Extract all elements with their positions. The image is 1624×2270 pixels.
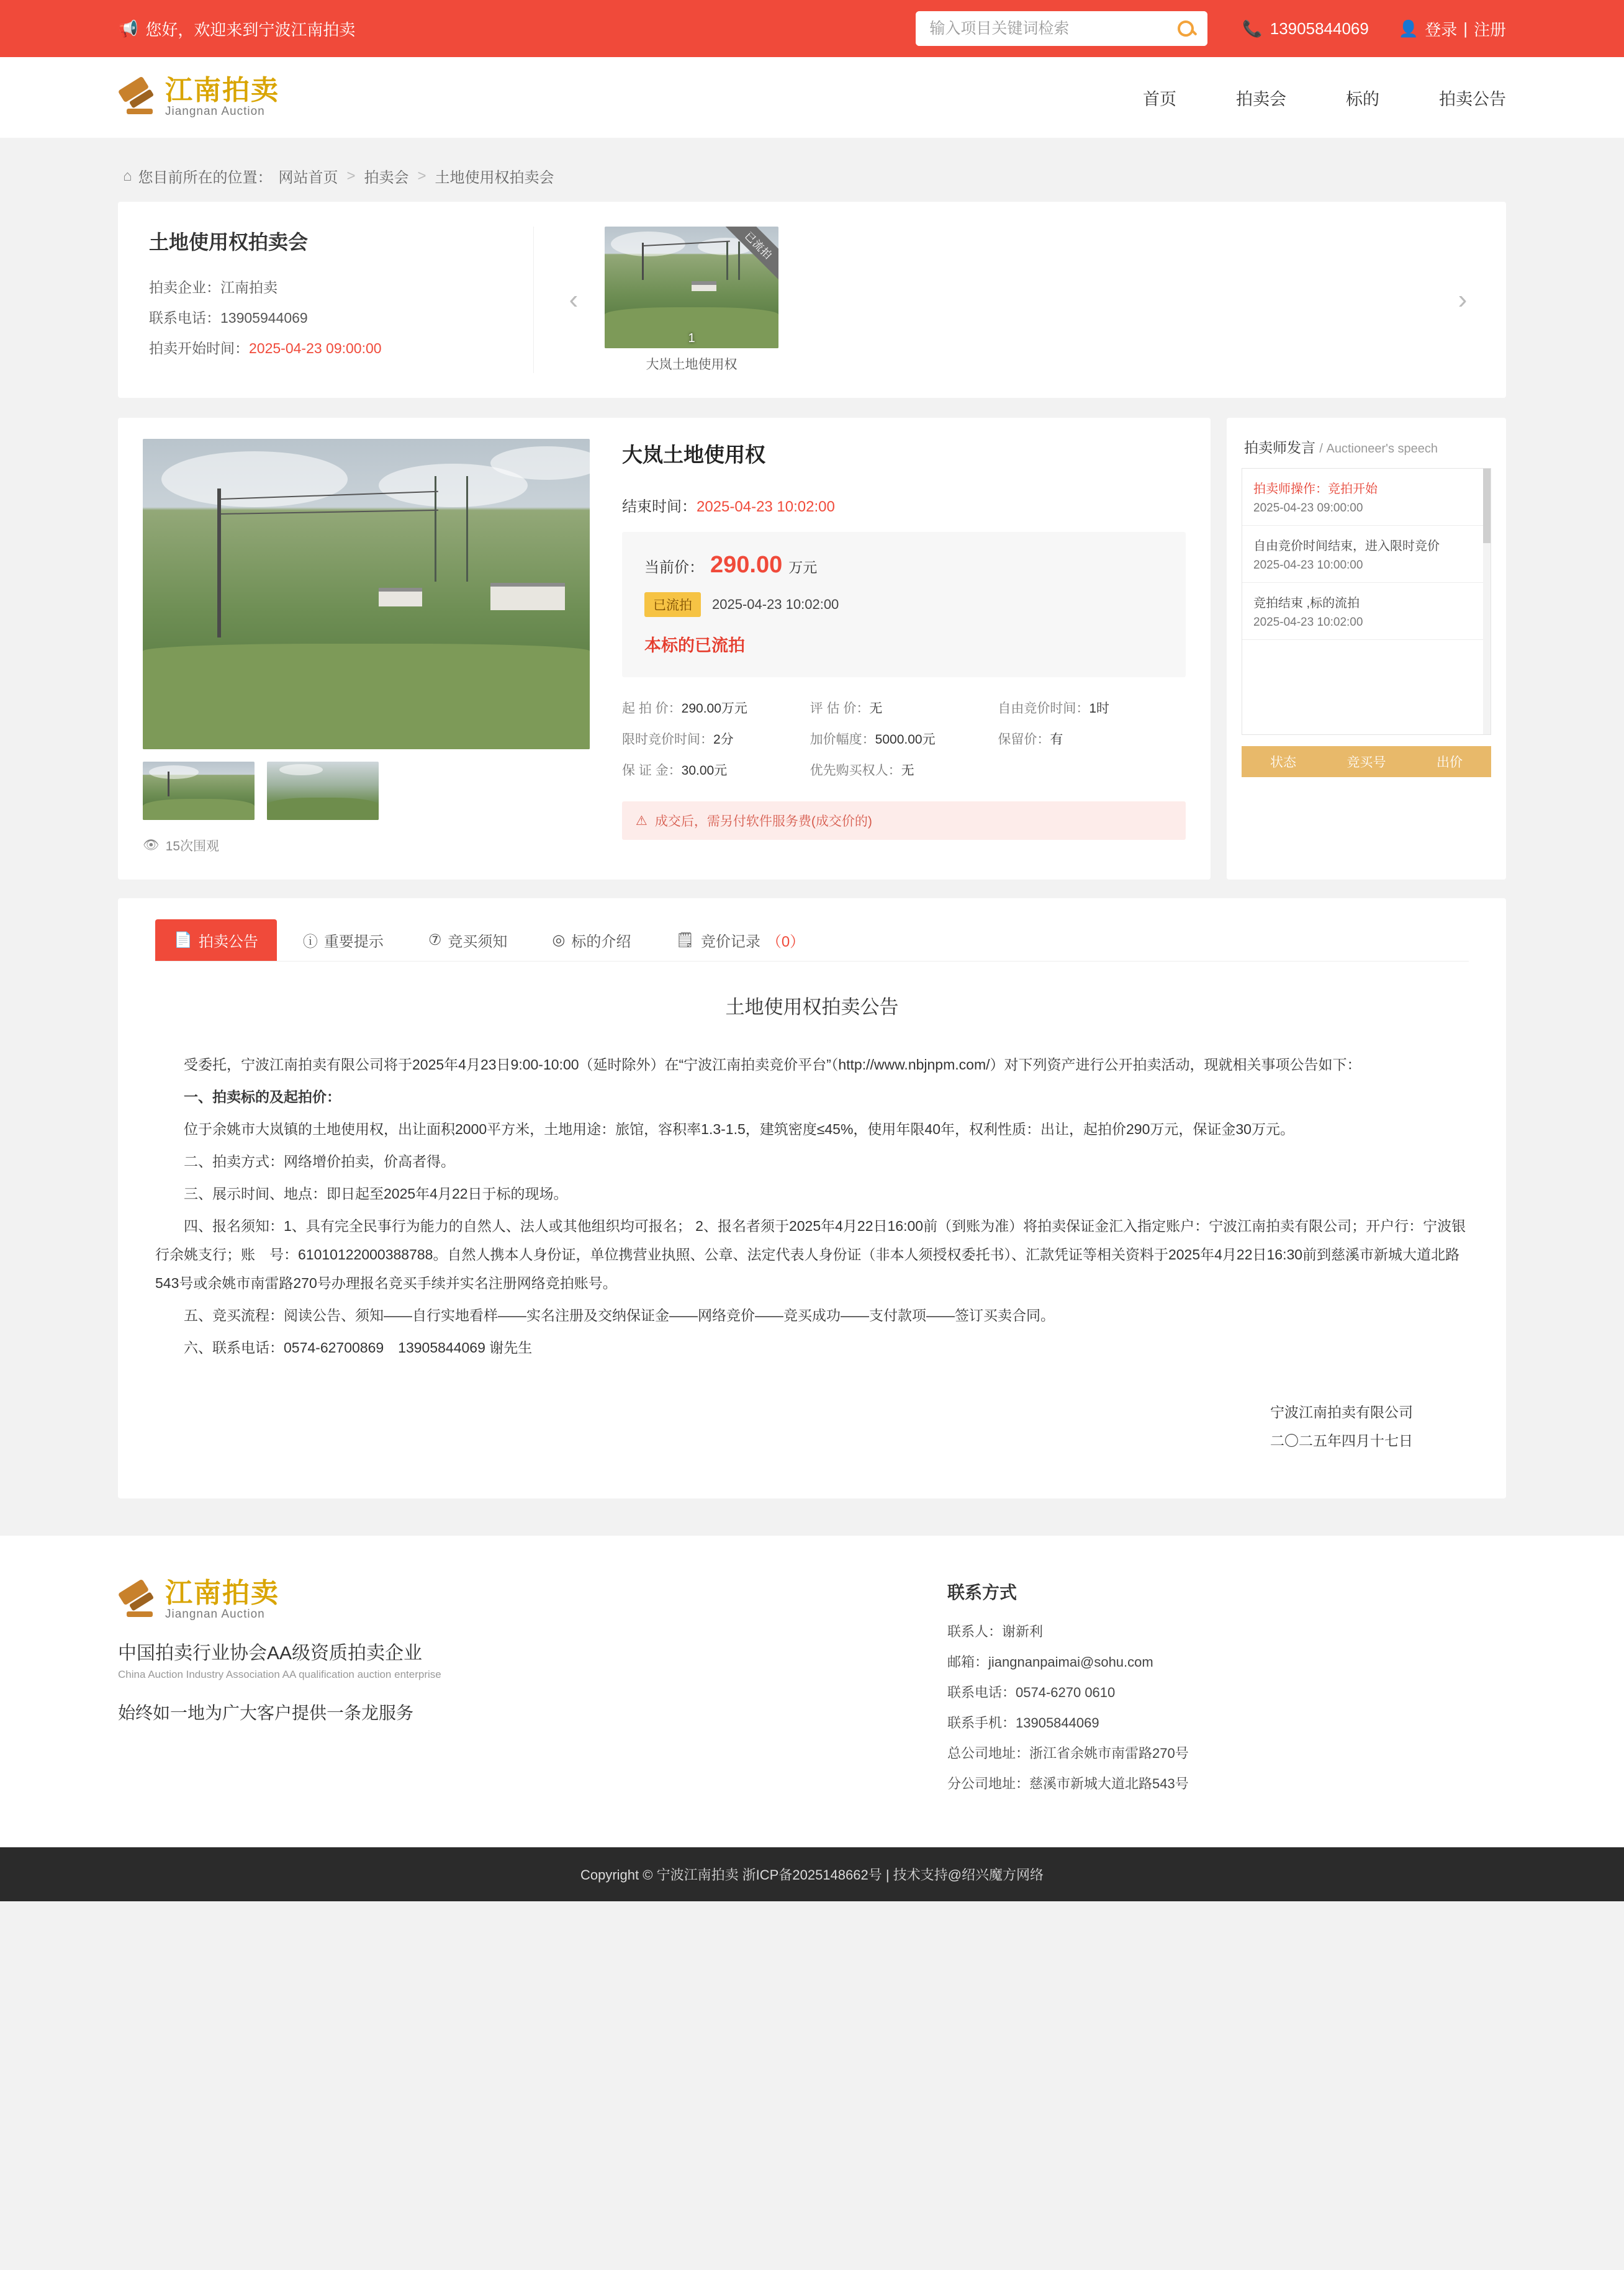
speech-scrollbar[interactable] — [1483, 469, 1491, 734]
site-header — [0, 57, 1624, 138]
announcement-paragraph: 六、联系电话：0574-62700869 13905844069 谢先生 — [184, 1340, 533, 1356]
fee-note-text: 成交后，需另付软件服务费(成交价的) — [654, 814, 872, 829]
announcement-paragraph: 三、展示时间、地点：即日起至2025年4月22日于标的现场。 — [184, 1186, 568, 1202]
lot-title: 大岚土地使用权 — [622, 443, 765, 466]
speech-title-en: / Auctioneer's speech — [1319, 442, 1438, 456]
tab-label: 重要提示 — [323, 934, 384, 950]
auction-company-value: 江南拍卖 — [220, 279, 277, 295]
footer-contact — [947, 1579, 1506, 1804]
speech-item — [1242, 583, 1491, 640]
lot-thumb-number: 1 — [688, 331, 695, 345]
tab-label: 竞买须知 — [448, 934, 508, 950]
footer-qualification-en: China Auction Industry Association AA qualification auction enterprise — [118, 1669, 441, 1681]
speech-item-line1: 竞拍结束 ,标的流拍 — [1253, 597, 1360, 610]
spec-item — [998, 760, 1186, 779]
tab-bidder-instructions[interactable] — [410, 919, 526, 961]
user-icon: 👤 — [1398, 19, 1419, 38]
login-link[interactable]: 登录 — [1425, 20, 1458, 39]
tab-label: 竞价记录 — [700, 934, 760, 950]
search-button[interactable] — [1163, 11, 1207, 46]
lot-result-text: 本标的已流拍 — [644, 636, 745, 655]
nav-item-lots[interactable]: 标的 — [1346, 89, 1379, 109]
breadcrumb-separator: > — [346, 167, 356, 184]
spec-item — [622, 729, 810, 748]
gavel-icon — [118, 80, 156, 115]
speech-title — [1242, 434, 1491, 468]
lot-end-time-value: 2025-04-23 10:02:00 — [697, 498, 835, 515]
spec-key: 保留价： — [998, 732, 1050, 747]
breadcrumb-item-home[interactable]: 网站首页 — [278, 169, 338, 186]
spec-key: 加价幅度： — [810, 732, 875, 747]
lot-thumbnail-row — [143, 762, 590, 820]
bid-col-price: 出价 — [1437, 755, 1463, 770]
speech-list[interactable] — [1242, 468, 1491, 735]
auction-start-label: 拍卖开始时间： — [149, 340, 249, 356]
carousel-next-button[interactable]: › — [1458, 284, 1468, 315]
nav-item-home[interactable]: 首页 — [1143, 89, 1176, 109]
fee-note — [622, 801, 1186, 840]
auction-phone-row — [149, 307, 508, 327]
info-icon: ⓘ — [302, 934, 318, 950]
lot-end-time-label: 结束时间： — [622, 498, 697, 515]
spec-value: 2分 — [713, 732, 734, 747]
footer-head-office-address: 总公司地址：浙江省余姚市南雷路270号 — [947, 1745, 1189, 1761]
footer-contact-phone: 联系电话：0574-6270 0610 — [947, 1685, 1116, 1700]
spec-item — [810, 729, 998, 748]
signature-date: 二〇二五年四月十七日 — [1270, 1433, 1413, 1449]
announcement-signature — [155, 1398, 1469, 1455]
breadcrumb-item-current: 土地使用权拍卖会 — [435, 169, 554, 186]
auction-title: 土地使用权拍卖会 — [149, 231, 309, 253]
view-count: 15次围观 — [165, 839, 220, 854]
footer-branch-address: 分公司地址：慈溪市新城大道北路543号 — [947, 1776, 1189, 1791]
spec-value: 1时 — [1089, 701, 1110, 716]
footer-contact-person: 联系人：谢新利 — [947, 1624, 1044, 1639]
footer-contact-email: 邮箱：jiangnanpaimai@sohu.com — [947, 1654, 1153, 1670]
lot-carousel — [534, 227, 1475, 373]
lot-end-time-row — [622, 494, 1186, 516]
speech-item-highlight: 竞拍开始 — [1328, 482, 1378, 496]
bid-col-status: 状态 — [1270, 755, 1296, 770]
current-price-label: 当前价： — [644, 559, 704, 576]
spec-item — [810, 698, 998, 717]
speech-item-line1: 自由竞价时间结束，进入限时竞价 — [1253, 539, 1440, 553]
announcement-paragraph: 一、拍卖标的及起拍价： — [184, 1089, 341, 1105]
status-badge: 已流拍 — [644, 592, 701, 617]
lot-specs — [622, 698, 1186, 779]
spec-item — [622, 698, 810, 717]
breadcrumb-item-auctions[interactable]: 拍卖会 — [364, 169, 409, 186]
status-time: 2025-04-23 10:02:00 — [712, 597, 839, 612]
auction-phone-label: 联系电话： — [149, 310, 220, 326]
spec-item — [810, 760, 998, 779]
tab-bid-records[interactable] — [657, 919, 823, 961]
tab-lot-introduction[interactable] — [533, 919, 649, 961]
lot-thumb-list — [586, 227, 1450, 373]
lot-thumb-image[interactable] — [605, 227, 778, 348]
account-divider: | — [1463, 19, 1468, 38]
welcome-area — [118, 17, 355, 40]
lot-detail-row — [118, 418, 1506, 880]
spec-key: 优先购买权人： — [810, 763, 901, 778]
spec-value: 无 — [901, 763, 914, 778]
current-price-row — [644, 552, 1163, 579]
site-footer — [0, 1536, 1624, 1847]
spec-item — [998, 698, 1186, 717]
speech-item-time: 2025-04-23 10:00:00 — [1253, 559, 1363, 572]
tab-important-notice[interactable] — [284, 919, 402, 961]
spec-key: 保 证 金： — [622, 763, 682, 778]
lot-price-box — [622, 532, 1186, 677]
bid-table-header — [1242, 746, 1491, 777]
lot-thumb-item[interactable] — [605, 227, 778, 373]
signature-company: 宁波江南拍卖有限公司 — [1270, 1404, 1413, 1420]
auction-start-value: 2025-04-23 09:00:00 — [249, 340, 382, 356]
auction-summary-panel — [118, 202, 1506, 398]
nav-item-auctions[interactable]: 拍卖会 — [1236, 89, 1286, 109]
spec-key: 自由竞价时间： — [998, 701, 1089, 716]
carousel-prev-button[interactable]: ‹ — [569, 284, 579, 315]
search-icon — [1178, 20, 1194, 37]
gavel-icon — [118, 1583, 156, 1618]
breadcrumb-separator: > — [417, 167, 426, 184]
footer-logo-en: Jiangnan Auction — [165, 1608, 265, 1621]
spec-value: 5000.00元 — [875, 732, 936, 747]
footer-left — [118, 1579, 677, 1804]
target-icon: ◎ — [552, 932, 566, 948]
warning-icon: ⚠ — [636, 813, 647, 828]
bid-col-bidder: 竞买号 — [1347, 755, 1386, 770]
register-link[interactable]: 注册 — [1473, 20, 1506, 39]
tab-count: （0） — [766, 934, 805, 950]
footer-contact-title: 联系方式 — [947, 1583, 1017, 1602]
search-input[interactable] — [916, 11, 1163, 46]
auction-start-row — [149, 337, 508, 358]
lot-thumbnail-2[interactable] — [267, 762, 379, 820]
announcement-title: 土地使用权拍卖公告 — [725, 996, 899, 1018]
auction-company-row — [149, 276, 508, 297]
speech-item-line1 — [1253, 479, 1479, 497]
speech-item-prefix: 拍卖师操作： — [1253, 482, 1328, 496]
tab-label: 标的介绍 — [571, 934, 631, 950]
spec-value: 30.00元 — [681, 763, 728, 778]
welcome-text: 您好，欢迎来到宁波江南拍卖 — [145, 20, 356, 39]
list-icon: 🗒 — [675, 932, 695, 948]
lot-main-image[interactable] — [143, 439, 590, 749]
announcement-paragraph: 位于余姚市大岚镇的土地使用权，出让面积2000平方米，土地用途：旅馆，容积率1.3-1.5，建筑密度≤45%，使用年限40年，权利性质：出让，起拍价290万元，保证金30万元。 — [184, 1121, 1294, 1137]
auction-phone-value: 13905944069 — [220, 310, 308, 326]
spec-key: 起 拍 价： — [622, 701, 682, 716]
speech-item — [1242, 526, 1491, 583]
spec-value: 无 — [869, 701, 883, 716]
tab-label: 拍卖公告 — [198, 934, 258, 950]
copyright-bar: Copyright © 宁波江南拍卖 浙ICP备2025148662号 | 技术支持@绍兴魔方网络 — [0, 1847, 1624, 1901]
search-box[interactable] — [916, 11, 1207, 46]
tab-bar[interactable] — [155, 919, 1469, 962]
auctioneer-speech-panel — [1227, 418, 1506, 880]
speech-title-cn: 拍卖师发言 — [1244, 439, 1315, 456]
lot-thumbnail-1[interactable] — [143, 762, 255, 820]
top-bar — [0, 0, 1624, 57]
lot-detail-panel — [118, 418, 1211, 880]
question-icon: ⑦ — [428, 932, 442, 948]
tab-announcement[interactable] — [155, 919, 277, 961]
spec-value: 290.00万元 — [681, 701, 747, 716]
site-logo[interactable] — [118, 76, 279, 119]
spec-key: 限时竞价时间： — [622, 732, 713, 747]
lot-status-ribbon: 已流拍 — [722, 227, 778, 282]
breadcrumb — [118, 138, 1506, 202]
spec-value: 有 — [1050, 732, 1063, 747]
nav-item-notices[interactable]: 拍卖公告 — [1439, 89, 1506, 109]
header-phone — [1242, 19, 1368, 38]
spec-item — [998, 729, 1186, 748]
speech-scrollbar-thumb[interactable] — [1483, 469, 1491, 543]
speech-item-time: 2025-04-23 09:00:00 — [1253, 502, 1363, 515]
tabs-panel — [118, 898, 1506, 1498]
phone-icon: 📞 — [1242, 19, 1263, 38]
spec-item — [622, 760, 810, 779]
spec-key: 评 估 价： — [810, 701, 870, 716]
announcement-body — [155, 1050, 1469, 1362]
eye-icon: 👁 — [143, 838, 160, 852]
logo-text-en: Jiangnan Auction — [165, 105, 265, 119]
announcement-paragraph: 二、拍卖方式：网络增价拍卖，价高者得。 — [184, 1153, 455, 1169]
auction-summary-info — [149, 227, 534, 373]
footer-logo[interactable] — [118, 1579, 677, 1621]
speaker-icon: 📢 — [118, 19, 138, 38]
footer-slogan: 始终如一地为广大客户提供一条龙服务 — [118, 1703, 414, 1723]
speech-item-time: 2025-04-23 10:02:00 — [1253, 616, 1363, 629]
auction-company-label: 拍卖企业： — [149, 279, 220, 295]
announcement-paragraph: 四、报名须知：1、具有完全民事行为能力的自然人、法人或其他组织均可报名； 2、报名者须于2025年4月22日16:00前（到账为准）将拍卖保证金汇入指定账户：宁波江南拍卖有限公司；开户行：宁波银行余姚支行；账 号：61010122000388788。自然人携本人身份证，单位携营业执照、公章、法定代表人身份证（非本人须授权委托书）、汇款凭证等相关资料于2025年4月22日16:30前到慈溪市新城大道北路543号或余姚市南雷路270号办理报名竞买手续并实名注册网络竞拍账号。 — [155, 1218, 1466, 1291]
footer-contact-mobile: 联系手机：13905844069 — [947, 1715, 1099, 1731]
phone-number: 13905844069 — [1270, 19, 1369, 38]
account-area[interactable] — [1399, 17, 1506, 40]
breadcrumb-prefix: 您目前所在的位置： — [138, 169, 273, 186]
announcement-paragraph: 受委托，宁波江南拍卖有限公司将于2025年4月23日9:00-10:00（延时除外）在“宁波江南拍卖竞价平台”（http://www.nbjnpm.com/）对下列资产进行公开拍卖活动，现就相关事项公告如下： — [184, 1056, 1361, 1073]
page-content — [118, 138, 1506, 1498]
main-nav[interactable] — [1143, 86, 1506, 110]
footer-logo-cn: 江南拍卖 — [165, 1578, 279, 1608]
view-count-row — [143, 836, 590, 855]
lot-thumb-label: 大岚土地使用权 — [646, 358, 738, 372]
footer-qualification-cn: 中国拍卖行业协会AA级资质拍卖企业 — [118, 1643, 423, 1664]
lot-info — [590, 439, 1186, 855]
announcement-paragraph: 五、竞买流程：阅读公告、须知——自行实地看样——实名注册及交纳保证金——网络竞价——竞买成功——支付款项——签订买卖合同。 — [184, 1307, 1055, 1323]
current-price-unit: 万元 — [788, 559, 818, 575]
lot-status-row — [644, 592, 1163, 617]
home-icon: ⌂ — [123, 167, 132, 184]
lot-gallery — [143, 439, 590, 855]
speech-item — [1242, 469, 1491, 526]
doc-icon: 📄 — [174, 932, 192, 948]
logo-text-cn: 江南拍卖 — [165, 74, 279, 106]
current-price-value: 290.00 — [710, 552, 783, 578]
